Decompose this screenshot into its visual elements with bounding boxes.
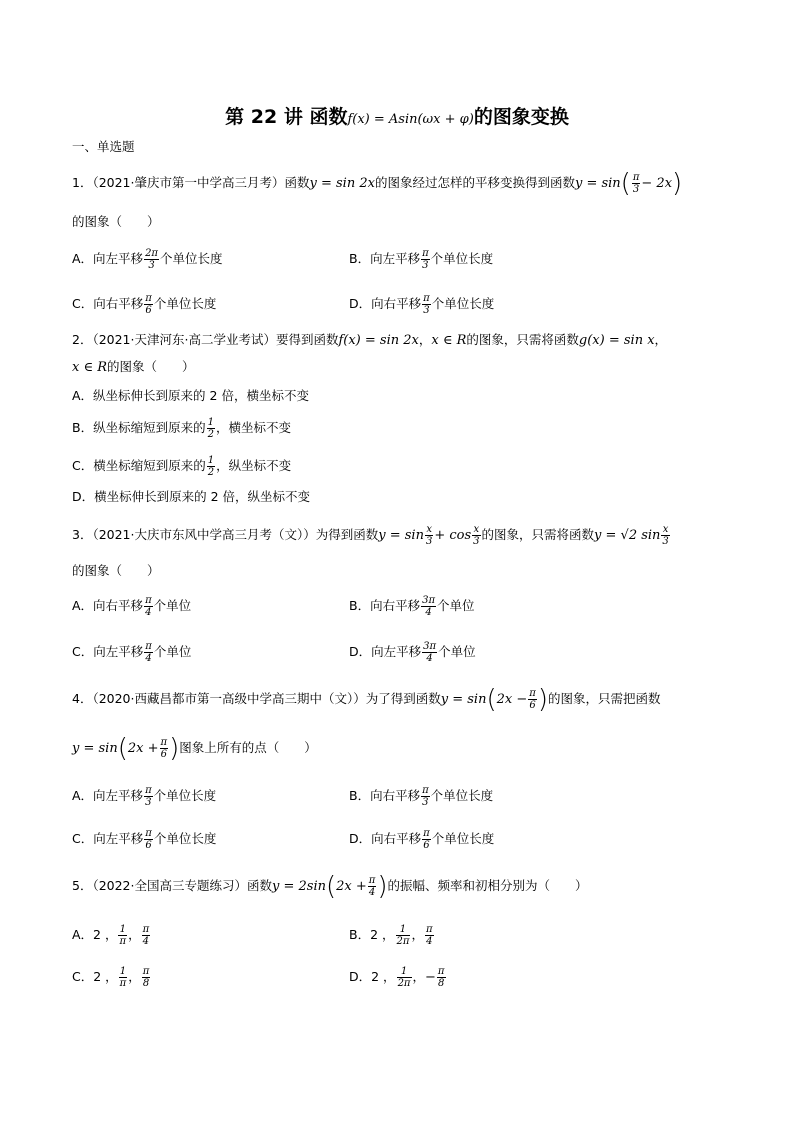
q1-formula-1: y = sin 2x bbox=[309, 176, 375, 191]
q1-text-mid: 的图象经过怎样的平移变换得到函数 bbox=[374, 175, 575, 190]
q2-option-c[interactable]: C．横坐标缩短到原来的 $\frac{1}{2}$ ，纵坐标不变 bbox=[72, 455, 292, 478]
question-4-stem: 4．（2020·西藏昌都市第一高级中学高三期中（文））为了得到函数y = sin(2x − $\frac{\pi}{6}$ )的图象，只需把函数 bbox=[72, 684, 661, 715]
q2-option-b[interactable]: B．纵坐标缩短到原来的 $\frac{1}{2}$ ，横坐标不变 bbox=[72, 417, 291, 440]
q3-option-c[interactable]: C．向左平移 $\frac{\pi}{4}$ 个单位 bbox=[72, 641, 192, 664]
q2-option-a[interactable]: A．纵坐标伸长到原来的 2 倍，横坐标不变 bbox=[72, 388, 309, 403]
question-5-stem: 5．（2022·全国高三专题练习）函数y = 2sin(2x + $\frac{\pi}{4}$ )的振幅、频率和初相分别为（ ） bbox=[72, 871, 588, 902]
q3-option-b[interactable]: B．向右平移 $\frac{3\pi}{4}$ 个单位 bbox=[349, 595, 475, 618]
question-1-tail: 的图象（ ） bbox=[72, 214, 160, 229]
section-heading: 一、单选题 bbox=[72, 139, 135, 154]
q1-option-a[interactable]: A．向左平移 $\frac{2\pi}{3}$ 个单位长度 bbox=[72, 248, 223, 271]
title-prefix: 第 22 讲 函数 bbox=[225, 106, 348, 128]
q4-option-a[interactable]: A．向左平移 $\frac{\pi}{3}$ 个单位长度 bbox=[72, 785, 217, 808]
q1-frac: $\frac{\pi}{3}$ bbox=[632, 172, 640, 195]
title-suffix: 的图象变换 bbox=[473, 106, 569, 128]
question-2-stem: 2．（2021·天津河东·高二学业考试）要得到函数f(x) = sin 2x，x ∈ R的图象，只需将函数g(x) = sin x， bbox=[72, 332, 668, 348]
question-3-stem: 3．（2021·大庆市东风中学高三月考（文））为得到函数y = sin $\frac{x}{3}$ + cos $\frac{x}{3}$ 的图象，只需将函数y = √2 sin $\frac{x}{3}$ bbox=[72, 524, 669, 547]
question-2-tail: x ∈ R的图象（ ） bbox=[72, 359, 195, 375]
q2-option-d[interactable]: D．横坐标伸长到原来的 2 倍，纵坐标不变 bbox=[72, 489, 311, 504]
q1-text: 1．（2021·肇庆市第一中学高三月考）函数 bbox=[72, 175, 310, 190]
q5-option-a[interactable]: A．2 ， $\frac{1}{\pi}$ ， $\frac{\pi}{4}$ bbox=[72, 924, 150, 947]
q5-option-d[interactable]: D．2 ， $\frac{1}{2\pi}$ ，− $\frac{\pi}{8}$ bbox=[349, 966, 445, 989]
q3-option-a[interactable]: A．向右平移 $\frac{\pi}{4}$ 个单位 bbox=[72, 595, 192, 618]
q4-option-d[interactable]: D．向右平移 $\frac{\pi}{6}$ 个单位长度 bbox=[349, 828, 495, 851]
q4-option-b[interactable]: B．向右平移 $\frac{\pi}{3}$ 个单位长度 bbox=[349, 785, 494, 808]
q1-option-c[interactable]: C．向右平移 $\frac{\pi}{6}$ 个单位长度 bbox=[72, 293, 217, 316]
question-3-tail: 的图象（ ） bbox=[72, 563, 160, 578]
q5-option-b[interactable]: B．2 ， $\frac{1}{2\pi}$ ， $\frac{\pi}{4}$ bbox=[349, 924, 433, 947]
question-4-tail: y = sin(2x + $\frac{\pi}{6}$ )图象上所有的点（ ） bbox=[72, 733, 317, 764]
q1-option-d[interactable]: D．向右平移 $\frac{\pi}{3}$ 个单位长度 bbox=[349, 293, 495, 316]
q1-formula-2: y = sin bbox=[574, 176, 621, 191]
q3-option-d[interactable]: D．向左平移 $\frac{3\pi}{4}$ 个单位 bbox=[349, 641, 476, 664]
title-formula: f(x) = Asin(ωx + φ) bbox=[347, 112, 474, 127]
page-title bbox=[0, 102, 794, 129]
q5-option-c[interactable]: C．2 ， $\frac{1}{\pi}$ ， $\frac{\pi}{8}$ bbox=[72, 966, 150, 989]
q1-option-b[interactable]: B．向左平移 $\frac{\pi}{3}$ 个单位长度 bbox=[349, 248, 494, 271]
q4-option-c[interactable]: C．向左平移 $\frac{\pi}{6}$ 个单位长度 bbox=[72, 828, 217, 851]
question-1-stem: 1．（2021·肇庆市第一中学高三月考）函数y = sin 2x的图象经过怎样的平移变换得到函数y = sin( $\frac{\pi}{3}$ − 2x) bbox=[72, 168, 683, 199]
